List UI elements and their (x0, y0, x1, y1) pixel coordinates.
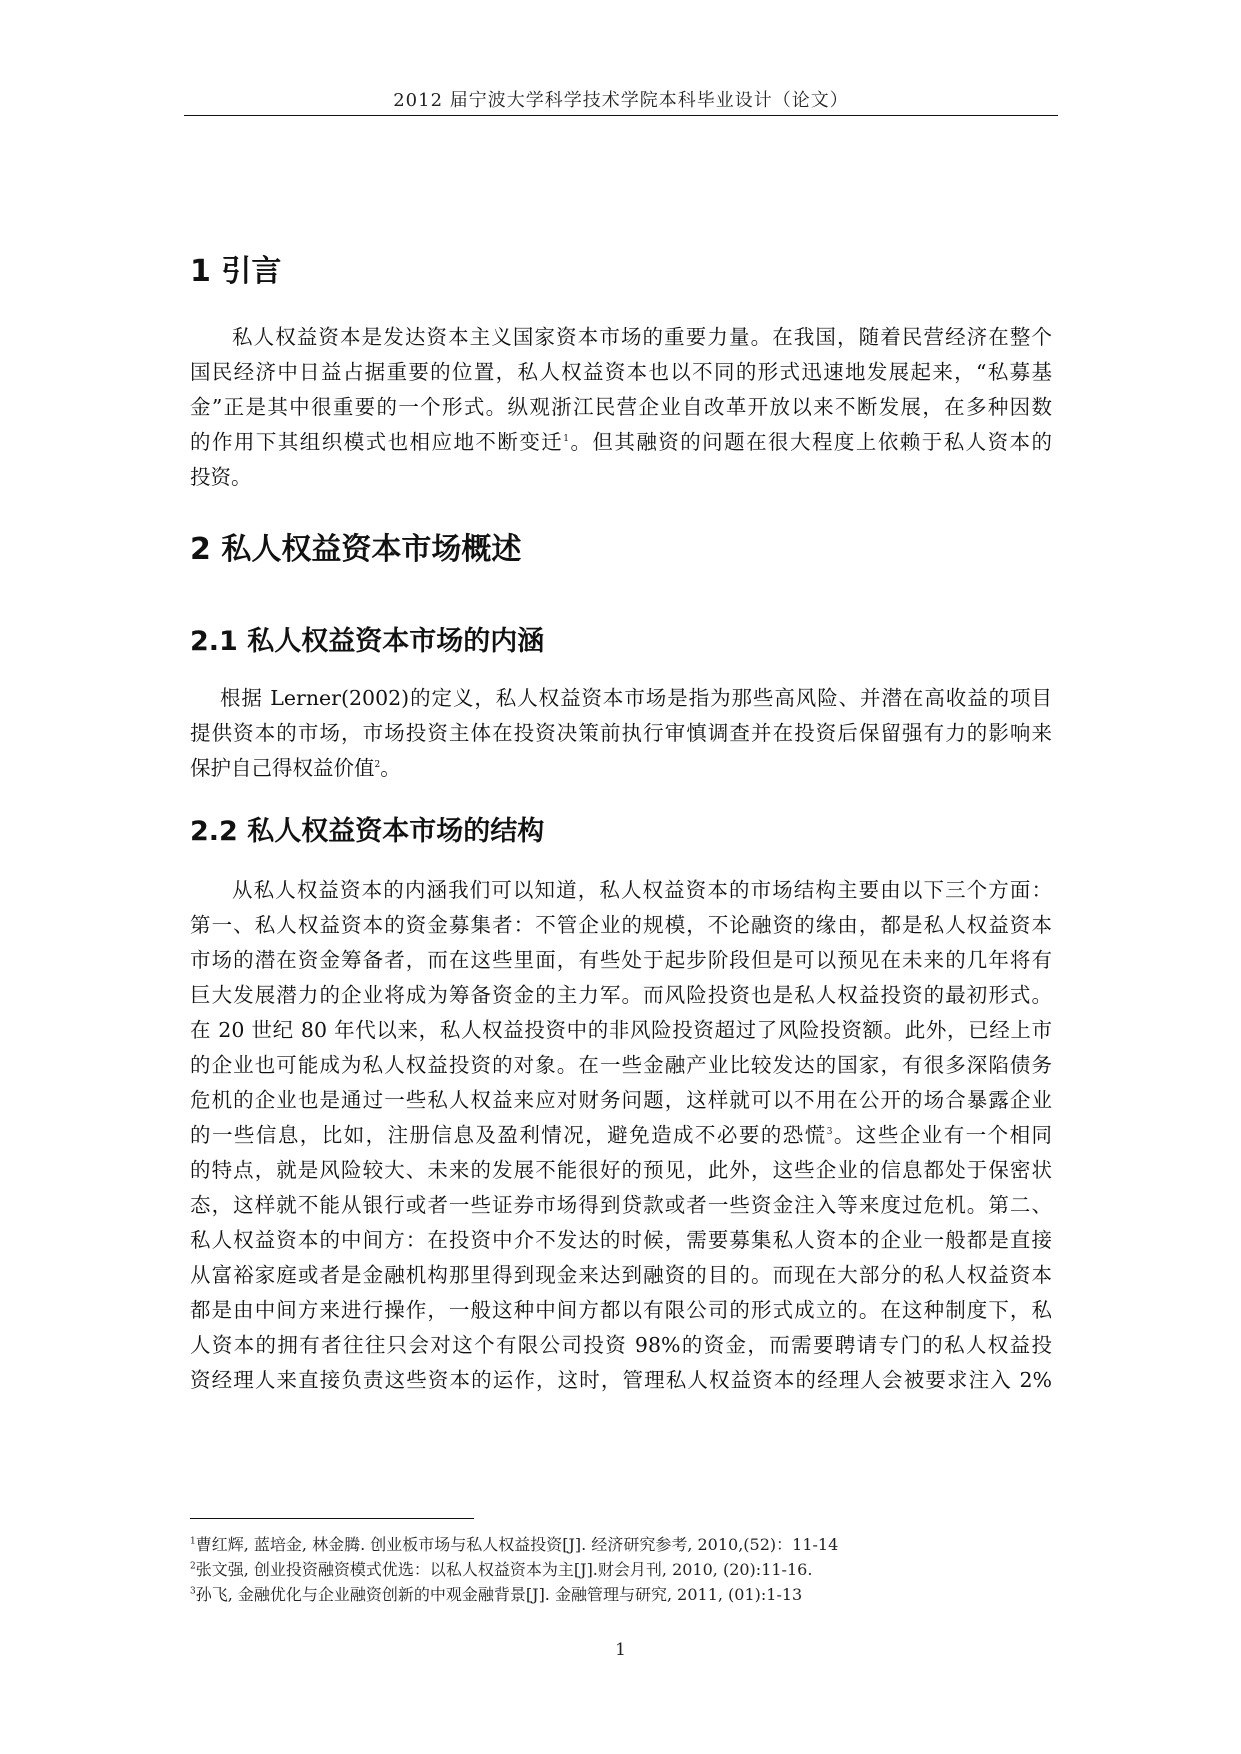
paragraph-line: 提供资本的市场，市场投资主体在投资决策前执行审慎调查并在投资后保留强有力的影响来 (190, 721, 1052, 745)
text-segment: 这些企业有一个相同 (855, 1123, 1052, 1147)
section-2-2-heading: 2.2 私人权益资本市场的结构 (190, 816, 545, 847)
paragraph-line: 资经理人来直接负责这些资本的运作，这时，管理私人权益资本的经理人会被要求注入 2% (190, 1368, 1052, 1392)
paragraph-line: 危机的企业也是通过一些私人权益来应对财务问题，这样就可以不用在公开的场合暴露企业 (190, 1088, 1052, 1112)
footnote-text: 孙飞, 金融优化与企业融资创新的中观金融背景[J]. 金融管理与研究, 2011, (01):1-13 (195, 1585, 803, 1604)
header-rule (184, 115, 1058, 116)
footnote-number: 1 (190, 1536, 196, 1547)
page-number: 1 (615, 1640, 626, 1660)
footnote-ref: 1 (563, 434, 569, 445)
section-2-1-heading: 2.1 私人权益资本市场的内涵 (190, 626, 545, 657)
paragraph-line: 态，这样就不能从银行或者一些证券市场得到贷款或者一些资金注入等来度过危机。第二、 (190, 1193, 1052, 1217)
footnote (190, 1557, 1052, 1582)
paragraph-line: 人资本的拥有者往往只会对这个有限公司投资 98%的资金，而需要聘请专门的私人权益投 (190, 1333, 1052, 1357)
section-2-2-paragraph (190, 873, 1052, 1398)
footnote-number: 3 (190, 1586, 196, 1597)
footnote-number: 2 (190, 1561, 196, 1572)
section-1-paragraph (190, 320, 1052, 495)
paragraph-line: 私人权益资本是发达资本主义国家资本市场的重要力量。在我国，随着民营经济在整个 (232, 325, 1052, 349)
footnotes (190, 1532, 1052, 1607)
paragraph-line: 国民经济中日益占据重要的位置，私人权益资本也以不同的形式迅速地发展起来，“私募基 (190, 360, 1052, 384)
paragraph-line: 的企业也可能成为私人权益投资的对象。在一些金融产业比较发达的国家，有很多深陷债务 (190, 1053, 1052, 1077)
paragraph-line: 巨大发展潜力的企业将成为筹备资金的主力军。而风险投资也是私人权益投资的最初形式。 (190, 983, 1052, 1007)
paragraph-line: 第一、私人权益资本的资金募集者：不管企业的规模，不论融资的缘由，都是私人权益资本 (190, 913, 1052, 937)
text-segment: 。 (380, 756, 401, 780)
footnote-text: 张文强, 创业投资融资模式优选：以私人权益资本为主[J].财会月刊, 2010, (20):11-16. (195, 1560, 813, 1579)
paragraph-line (190, 1118, 1052, 1153)
footnote-ref: 2 (374, 760, 381, 771)
paragraph-line: 从私人权益资本的内涵我们可以知道，私人权益资本的市场结构主要由以下三个方面： (232, 878, 1052, 902)
paragraph-line: 投资。 (190, 465, 252, 489)
paragraph-line: 从富裕家庭或者是金融机构那里得到现金来达到融资的目的。而现在大部分的私人权益资本 (190, 1263, 1052, 1287)
footnote (190, 1582, 1052, 1607)
running-header: 2012 届宁波大学科学技术学院本科毕业设计（论文） (393, 90, 849, 111)
text-segment: 保护自己得权益价值 (190, 756, 375, 780)
section-1-heading: 1 引言 (190, 254, 282, 289)
footnote-ref: 3 (826, 1127, 833, 1138)
footnote-text: 曹红辉, 蓝培金, 林金腾. 创业板市场与私人权益投资[J]. 经济研究参考, 2010,(52)：11-14 (195, 1535, 839, 1554)
paragraph-line (190, 751, 1052, 786)
paragraph-line: 都是由中间方来进行操作，一般这种中间方都以有限公司的形式成立的。在这种制度下，私 (190, 1298, 1052, 1322)
text-segment: 的一些信息，比如，注册信息及盈利情况，避免造成不必要的恐慌 (190, 1123, 827, 1147)
footnote (190, 1532, 1052, 1557)
text-segment: 的作用下其组织模式也相应地不断变迁 (190, 430, 564, 454)
paragraph-line: 金”正是其中很重要的一个形式。纵观浙江民营企业自改革开放以来不断发展，在多种因数 (190, 395, 1052, 419)
text-segment: 。 (568, 430, 593, 454)
paragraph-line: 私人权益资本的中间方：在投资中介不发达的时候，需要募集私人资本的企业一般都是直接 (190, 1228, 1052, 1252)
footnote-separator (190, 1518, 474, 1519)
paragraph-line (190, 425, 1052, 460)
paragraph-line: 市场的潜在资金筹备者，而在这些里面，有些处于起步阶段但是可以预见在未来的几年将有 (190, 948, 1052, 972)
section-2-1-paragraph (190, 681, 1052, 786)
paragraph-line: 根据 Lerner(2002)的定义，私人权益资本市场是指为那些高风险、并潜在高收益的项目 (220, 686, 1052, 710)
section-2-heading: 2 私人权益资本市场概述 (190, 532, 522, 567)
paragraph-line: 在 20 世纪 80 年代以来，私人权益投资中的非风险投资超过了风险投资额。此外，已经上市 (190, 1018, 1052, 1042)
text-segment: 但其融资的问题在很大程度上依赖于私人资本的 (592, 430, 1052, 454)
text-segment: 。 (832, 1123, 856, 1147)
paragraph-line: 的特点，就是风险较大、未来的发展不能很好的预见，此外，这些企业的信息都处于保密状 (190, 1158, 1052, 1182)
